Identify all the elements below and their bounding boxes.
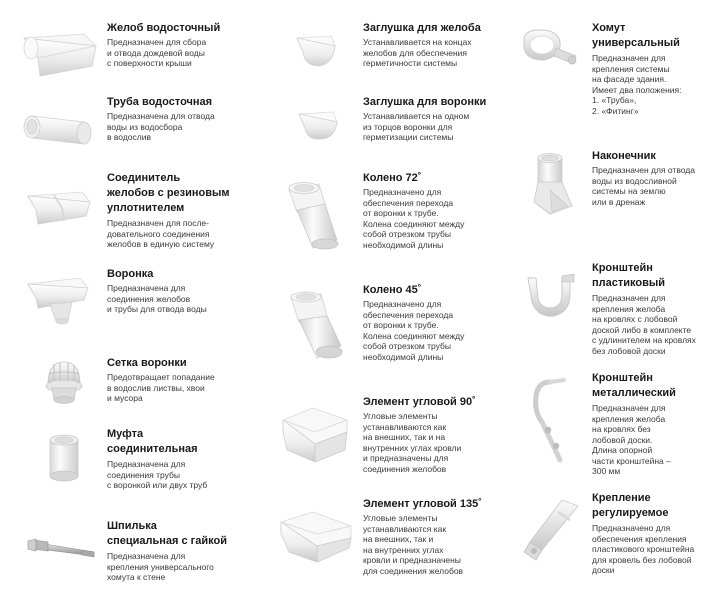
catalog-item-adjustable-fastener[interactable] (496, 492, 727, 582)
gutter-end-cap-icon (285, 28, 351, 76)
catalog-item-elbow-72[interactable] (253, 172, 490, 262)
item-desc: Угловые элементы устанавливаются как на внешних, так и на внутренних углах кровли и предназначены для соединения желобов (363, 411, 462, 474)
item-title-line2: соединительная (107, 443, 198, 455)
item-title: Хомут (592, 22, 626, 34)
funnel-end-cap-icon (289, 106, 353, 150)
item-desc: Предназначено для обеспечения перехода от воронки к трубе. Колена соединяют между собой отрезком трубы необходимой длины (363, 299, 465, 362)
item-desc: Предназначен для крепления системы на фасаде здания. Имеет два положения: 1. «Труба», 2. «Фитинг» (592, 53, 682, 116)
corner-135-icon (273, 506, 363, 578)
item-title: Колено 72˚ (363, 172, 422, 184)
drain-spout-icon (520, 150, 584, 222)
leaf-guard-mesh-icon (32, 354, 96, 410)
item-desc: Предназначен для после- довательного соединения желобов в единую систему (107, 218, 215, 249)
item-desc: Предотвращает попадание в водослив листвы, хвои и мусора (107, 372, 215, 403)
catalog-item-gutter[interactable] (10, 22, 245, 88)
item-title-line2: желобов с резиновым (107, 187, 230, 199)
gutter-outlet-funnel-icon (22, 272, 100, 330)
item-title: Заглушка для воронки (363, 96, 487, 108)
column-left (0, 0, 245, 600)
item-title-line2: металлический (592, 387, 676, 399)
catalog-item-plastic-bracket[interactable] (496, 262, 727, 360)
item-title: Шпилька (107, 520, 157, 532)
item-title: Желоб водосточный (107, 22, 221, 34)
item-desc: Угловые элементы устанавливаются как на внешних, так и на внутренних углах кровли и предназначены для соединения желобов (363, 513, 464, 576)
metal-bracket-icon (520, 376, 582, 466)
plastic-bracket-icon (516, 268, 586, 332)
item-title: Воронка (107, 268, 154, 280)
item-title: Заглушка для желоба (363, 22, 481, 34)
item-title: Элемент угловой 135˚ (363, 498, 482, 510)
item-title: Кронштейн (592, 372, 653, 384)
item-desc: Предназначен для отвода воды из водосливной системы на землю или в дренаж (592, 165, 695, 207)
catalog-item-gutter-connector[interactable] (10, 172, 245, 252)
catalog-item-funnel-end-cap[interactable] (253, 96, 490, 158)
item-desc: Предназначен для крепления желоба на кровлях без лобовой доски. Длина опорной части кронштейна – 300 мм (592, 403, 671, 476)
item-desc: Предназначена для соединения трубы с воронкой или двух труб (107, 459, 208, 490)
item-title: Кронштейн (592, 262, 653, 274)
adjustable-fastener-icon (514, 496, 586, 566)
item-title: Муфта (107, 428, 144, 440)
item-desc: Предназначено для обеспечения перехода от воронки к трубе. Колена соединяют между собой отрезком трубы необходимой длины (363, 187, 465, 250)
catalog-item-corner-135[interactable] (253, 498, 490, 588)
catalog-item-funnel[interactable] (10, 268, 245, 338)
item-desc: Предназначен для крепления желоба на кровлях с лобовой доской либо в комплекте с удлинителем на кровлях без лобовой доски (592, 293, 696, 356)
column-right (490, 0, 727, 600)
item-title: Элемент угловой 90˚ (363, 396, 476, 408)
catalog-item-metal-bracket[interactable] (496, 372, 727, 480)
item-title: Крепление (592, 492, 651, 504)
item-desc: Предназначена для соединения желобов и трубы для отвода воды (107, 283, 207, 314)
item-title: Соединитель (107, 172, 181, 184)
column-middle (245, 0, 490, 600)
elbow-45-icon (275, 290, 359, 372)
catalog-item-universal-clamp[interactable] (496, 22, 727, 118)
item-title: Наконечник (592, 150, 656, 162)
gutter-connector-icon (20, 186, 100, 236)
item-title-line2: регулируемое (592, 507, 669, 519)
catalog-item-corner-90[interactable] (253, 396, 490, 486)
item-title: Сетка воронки (107, 357, 187, 369)
item-title: Колено 45˚ (363, 284, 422, 296)
item-desc: Предназначена для крепления универсального хомута к стене (107, 551, 214, 582)
item-title-line2: специальная с гайкой (107, 535, 227, 547)
gutter-channel-icon (18, 32, 102, 84)
elbow-72-icon (275, 180, 359, 260)
catalog-item-stud[interactable] (10, 512, 245, 582)
item-title-line3: уплотнителем (107, 202, 185, 214)
item-title-line2: пластиковый (592, 277, 666, 289)
item-desc: Предназначен для сбора и отвода дождевой воды с поверхности крыши (107, 37, 207, 68)
catalog-item-leaf-guard[interactable] (10, 350, 245, 412)
corner-90-icon (273, 402, 363, 478)
item-title: Труба водосточная (107, 96, 213, 108)
pipe-coupling-icon (36, 428, 92, 488)
catalog-item-gutter-end-cap[interactable] (253, 22, 490, 84)
item-desc: Устанавливается на концах желобов для обеспечения герметичности системы (363, 37, 472, 68)
catalog-item-elbow-45[interactable] (253, 284, 490, 374)
catalog-item-drain-spout[interactable] (496, 150, 727, 228)
item-title-line2: универсальный (592, 37, 680, 49)
item-desc: Предназначена для отвода воды из водосбора в водослив (107, 111, 215, 142)
universal-clamp-icon (514, 26, 588, 86)
item-desc: Предназначено для обеспечения крепления пластикового кронштейна для кровель без лобовой доски (592, 523, 695, 575)
downpipe-icon (18, 108, 102, 156)
item-desc: Устанавливается на одном из торцов воронки для герметизации системы (363, 111, 470, 142)
catalog-item-downpipe[interactable] (10, 96, 245, 156)
threaded-stud-icon (22, 526, 102, 566)
catalog-item-coupling[interactable] (10, 424, 245, 496)
